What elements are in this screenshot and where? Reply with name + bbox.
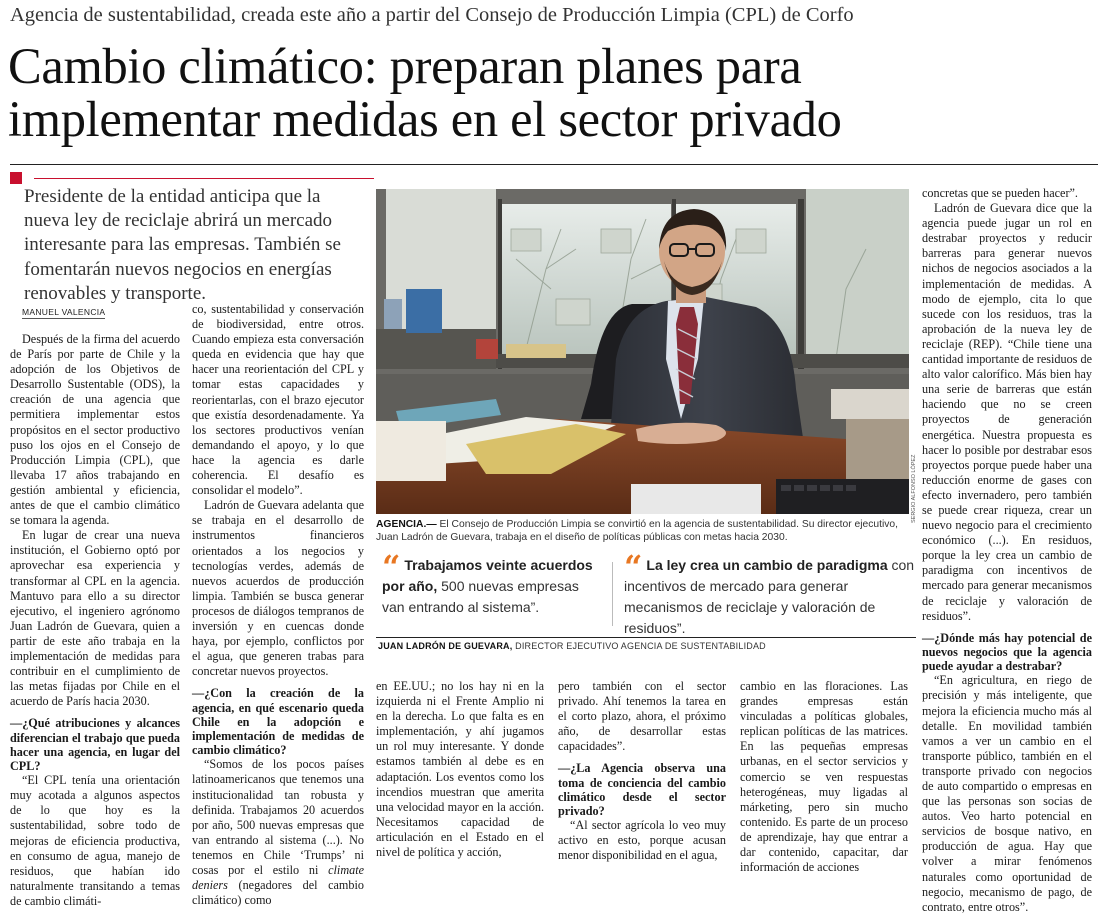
column-5 [740,679,908,875]
deck-accent-line [34,178,374,179]
caption-label: AGENCIA.— [376,519,437,530]
paragraph: en EE.UU.; no los hay ni en la izquierda ni el Frente Amplio ni en la derecha. Lo que falta es en implementación, y ahí jugamos un rol muy interesante. Y donde estamos también al debe es en adaptación. Los eventos como los incendios muestran que amerita una velocidad mayor en la acción. Necesitamos capacidad de articulación en el Estado en el nivel de política y acción, [376,679,544,860]
italic-term: climate deniers [192,863,365,893]
paragraph: En lugar de crear una nueva institución, el Gobierno optó por aprovechar esa experiencia y transformar al CPL en la agencia. Mantuvo para ello a su director ejecutivo, el ingeniero agrónomo Juan Ladrón de Guevara, quien a partir de este año trabaja en la implementación de medidas para contribuir en el cumplimiento de las metas fijadas por Chile en el acuerdo de París hacia 2030. [10,528,180,709]
paragraph: “En agricultura, en riego de precisión y más inteligente, que mejora la eficiencia mucho más al detalle. En movilidad también vamos a ver un cambio en el transporte público, también en el transporte privado con negocios de auto compartido o empresas en que las personas son socias de autos. Veo harto potencial en servicios de bosque nativo, en producción de agua. Hay que volver a mirar fenómenos naturales como oportunidad de negocio, mecanismo de pago, de contrato, entre otros”. [922,673,1092,914]
attribution-title: DIRECTOR EJECUTIVO AGENCIA DE SUSTENTABILIDAD [515,641,766,651]
interview-question: —¿La Agencia observa una toma de conciencia del cambio climático desde el sector privado? [558,761,726,819]
column-6 [922,186,1092,915]
paragraph: co, sustentabilidad y conservación de biodiversidad, entre otros. Cuando empieza esta conversación queda en evidencia que hay que hacer una reorientación del CPL y tomar estas capacidades y reorientarlas, con el brazo ejecutor que existía desordenadamente. Ya los sectores productivos venían demandando el apoyo, y lo que hace la agencia es darle coherencia. El desafío es consolidar el modelo”. [192,302,364,498]
red-square-bullet [10,172,22,184]
quote-divider [612,562,613,626]
quote-lead: Trabajamos veinte acuerdos por año, [382,557,593,594]
interview-question: —¿Con la creación de la agencia, en qué escenario queda Chile en la adopción e implementación de medidas de cambio climático? [192,686,364,758]
headline [8,40,1098,146]
paragraph: concretas que se pueden hacer”. [922,186,1078,200]
column-4 [558,679,726,864]
pull-quote-1 [382,548,604,618]
photo-caption [376,518,916,545]
portrait-photo [376,189,909,514]
top-rule [10,164,1098,165]
byline: MANUEL VALENCIA [22,307,106,317]
interview-question: —¿Dónde más hay potencial de nuevos negocios que la agencia puede ayudar a destrabar? [922,630,1092,674]
photo-credit: SERGIO ALFONSO LÓPEZ [911,454,917,523]
answer-text: “Somos de los pocos países latinoamericanos que tenemos una institucionalidad tan robusta y definida. Trabajamos 20 acuerdos por año, 500 nuevas empresas que van entrando al sistema (...). No tenemos en Chile ‘Trumps’ ni cosas por el estilo ni [192,757,364,878]
paragraph: cambio en las floraciones. Las grandes empresas están vinculadas a políticas globales, replican políticas de las matrices. En las pequeñas empresas urbanas, en el sector servicios y comercio se ven respuestas heterogéneas, muy ligadas al márketing, pero sin mucho contenido. Es parte de un proceso de aprendizaje, hay que entrar a dar contenido, capacitar, dar información de acciones [740,679,908,875]
quote-rest: 500 nuevas empresas van entrando al sistema”. [382,578,579,615]
column-2 [192,302,364,908]
quote-rule [376,637,916,638]
paragraph: Ladrón de Guevara adelanta que se trabaja en el desarrollo de instrumentos financieros orientados a los negocios y tecnologías verdes, además de nuevos acuerdos de producción limpia. También se busca generar procesos de diálogos tempranos de inversión y en cuencas donde haya, por ejemplo, conflictos por el agua, que generen trabas para concretar nuevos proyectos. [192,498,364,679]
paragraph [192,757,364,908]
quote-mark-icon: “ [624,548,643,586]
quote-rest: con incentivos de mercado para generar mecanismos de reciclaje y valoración de residuos”. [624,557,915,636]
interview-question: —¿Qué atribuciones y alcances diferencian el trabajo que pueda hacer una agencia, en lugar del CPL? [10,716,180,773]
paragraph: “Al sector agrícola lo veo muy activo en esto, porque acusan menor disponibilidad en el agua, [558,818,726,863]
pull-quote-2 [624,548,916,639]
headline-line-1: Cambio climático: preparan planes para [8,38,802,94]
caption-text: El Consejo de Producción Limpia se convirtió en la agencia de sustentabilidad. Su director ejecutivo, Juan Ladrón de Guevara, trabaja en el diseño de políticas públicas con metas hacia 2030. [376,519,898,544]
quote-attribution [378,641,918,651]
kicker: Agencia de sustentabilidad, creada este año a partir del Consejo de Producción Limpia (CPL) de Corfo [10,4,854,26]
paragraph: pero también con el sector privado. Ahí tenemos la tarea en el corto plazo, ahora, el próximo año, de desarrollar estas capacidades”. [558,679,726,754]
answer-text-tail: (negadores del cambio climático) como [192,878,364,908]
paragraph: Después de la firma del acuerdo de París por parte de Chile y la adopción de los Objetivos de Desarrollo Sustentable (ODS), la creación de una agencia que permitiera implementar estos propósitos en el sector productivo puso los ojos en el Consejo de Producción Limpia (CPL), que llevaba 17 años trabajando en gestión ambiental y eficiencia, antes de que el cambio climático se tomara la agenda. [10,332,180,528]
paragraph: Ladrón de Guevara dice que la agencia puede jugar un rol en destrabar proyectos y reducir barreras para generar nuevos nichos de negocios asociados a la implementación de medidas. A modo de ejemplo, cita lo que sucede con los residuos, tras la aprobación de la nueva ley de reciclaje (REP). “Chile tiene una cantidad importante de residuos de alto valor calorífico. Más bien hay una serie de barreras que están haciendo que no se creen proyectos de generación energética. Nuestra propuesta es hacer lo posible por destrabar esos proyectos porque puede haber una reducción enorme de gases con efecto invernadero, pero también se puede crear riqueza, crear un nuevo negocio para el crecimiento económico (...). En residuos, porque la ley crea un cambio de paradigma con incentivos de mercado para generar mecanismos de reciclaje y valoración de residuos”. [922,201,1092,623]
office-scene-illustration [376,189,909,514]
paragraph: “El CPL tenía una orientación muy acotada a algunos aspectos de lo que hoy es la sustentabilidad, sobre todo de mejoras de eficiencia productiva, en consumo de agua, manejo de residuos, que habían ido naturalmente transitando a temas de cambio climáti- [10,773,180,908]
attribution-name: JUAN LADRÓN DE GUEVARA, [378,641,513,651]
column-1 [10,332,180,909]
column-3 [376,679,544,860]
quote-lead: La ley crea un cambio de paradigma [646,557,888,573]
quote-mark-icon: “ [382,548,401,586]
headline-line-2: implementar medidas en el sector privado [8,91,842,147]
deck: Presidente de la entidad anticipa que la nueva ley de reciclaje abrirá un mercado interesante para las empresas. También se fomentarán nuevos negocios en energías renovables y transporte. [24,186,341,304]
